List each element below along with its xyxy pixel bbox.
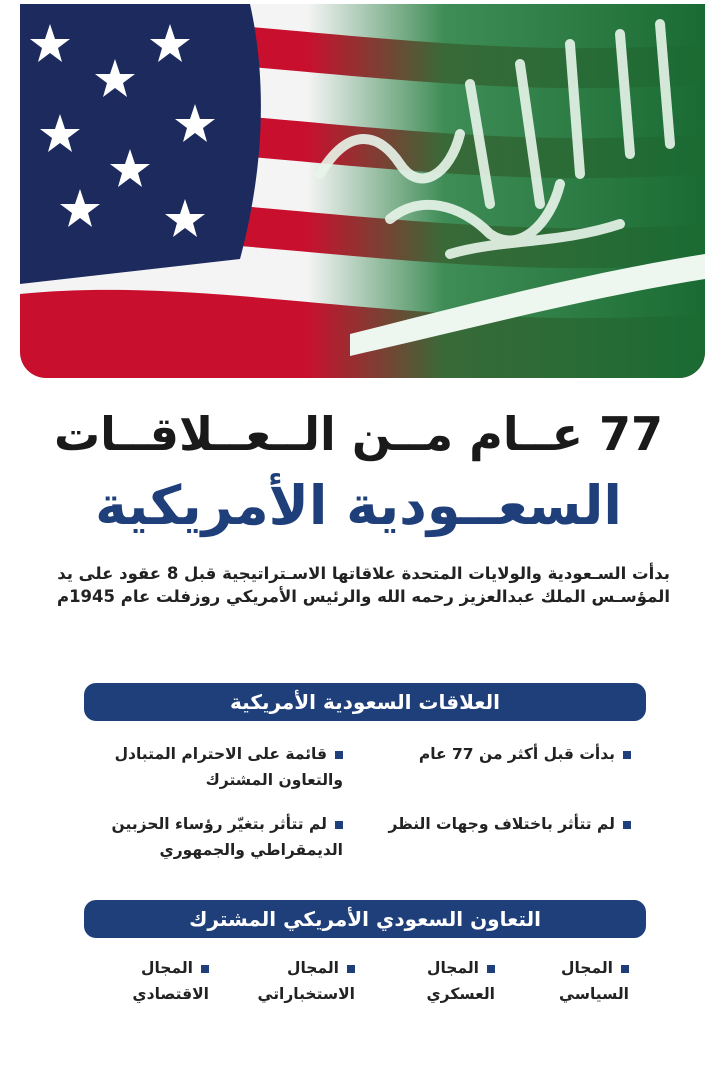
square-bullet-icon: [487, 965, 495, 973]
cooperation-item-political: المجال السياسي: [559, 959, 629, 1003]
square-bullet-icon: [347, 965, 355, 973]
relations-point: قائمة على الاحترام المتبادل والتعاون المشترك: [114, 745, 343, 789]
flags-banner: [20, 4, 705, 378]
cooperation-item-economic: المجال الاقتصادي: [132, 959, 209, 1003]
saudi-flag: [20, 4, 705, 378]
square-bullet-icon: [621, 965, 629, 973]
relations-point: بدأت قبل أكثر من 77 عام: [371, 741, 631, 767]
flags-illustration: [20, 4, 705, 378]
square-bullet-icon: [335, 821, 343, 829]
headline-relations: السعــودية الأمريكية: [95, 474, 622, 537]
section-relations-header: العلاقات السعودية الأمريكية: [84, 683, 646, 721]
square-bullet-icon: [335, 751, 343, 759]
square-bullet-icon: [623, 821, 631, 829]
relations-point: لم تتأثر بتغيّر رؤساء الحزبين الديمقراطي والجمهوري: [111, 815, 343, 859]
section-cooperation-header: التعاون السعودي الأمريكي المشترك: [84, 900, 646, 938]
cooperation-item-military: المجال العسكري: [426, 959, 495, 1003]
intro-paragraph: بدأت السـعودية والولايات المتحدة علاقاتها الاسـتراتيجية قبل 8 عقود على يد المؤسـس الملك عبدالعزيز رحمه الله والرئيس الأمريكي روزفلت عام 1945م: [56, 564, 670, 606]
relations-point: لم تتأثر باختلاف وجهات النظر: [371, 811, 631, 837]
headline-years: 77 عــام مــن الــعــلاقــات: [53, 407, 664, 461]
square-bullet-icon: [623, 751, 631, 759]
cooperation-item-intelligence: المجال الاستخباراتي: [257, 959, 355, 1003]
square-bullet-icon: [201, 965, 209, 973]
